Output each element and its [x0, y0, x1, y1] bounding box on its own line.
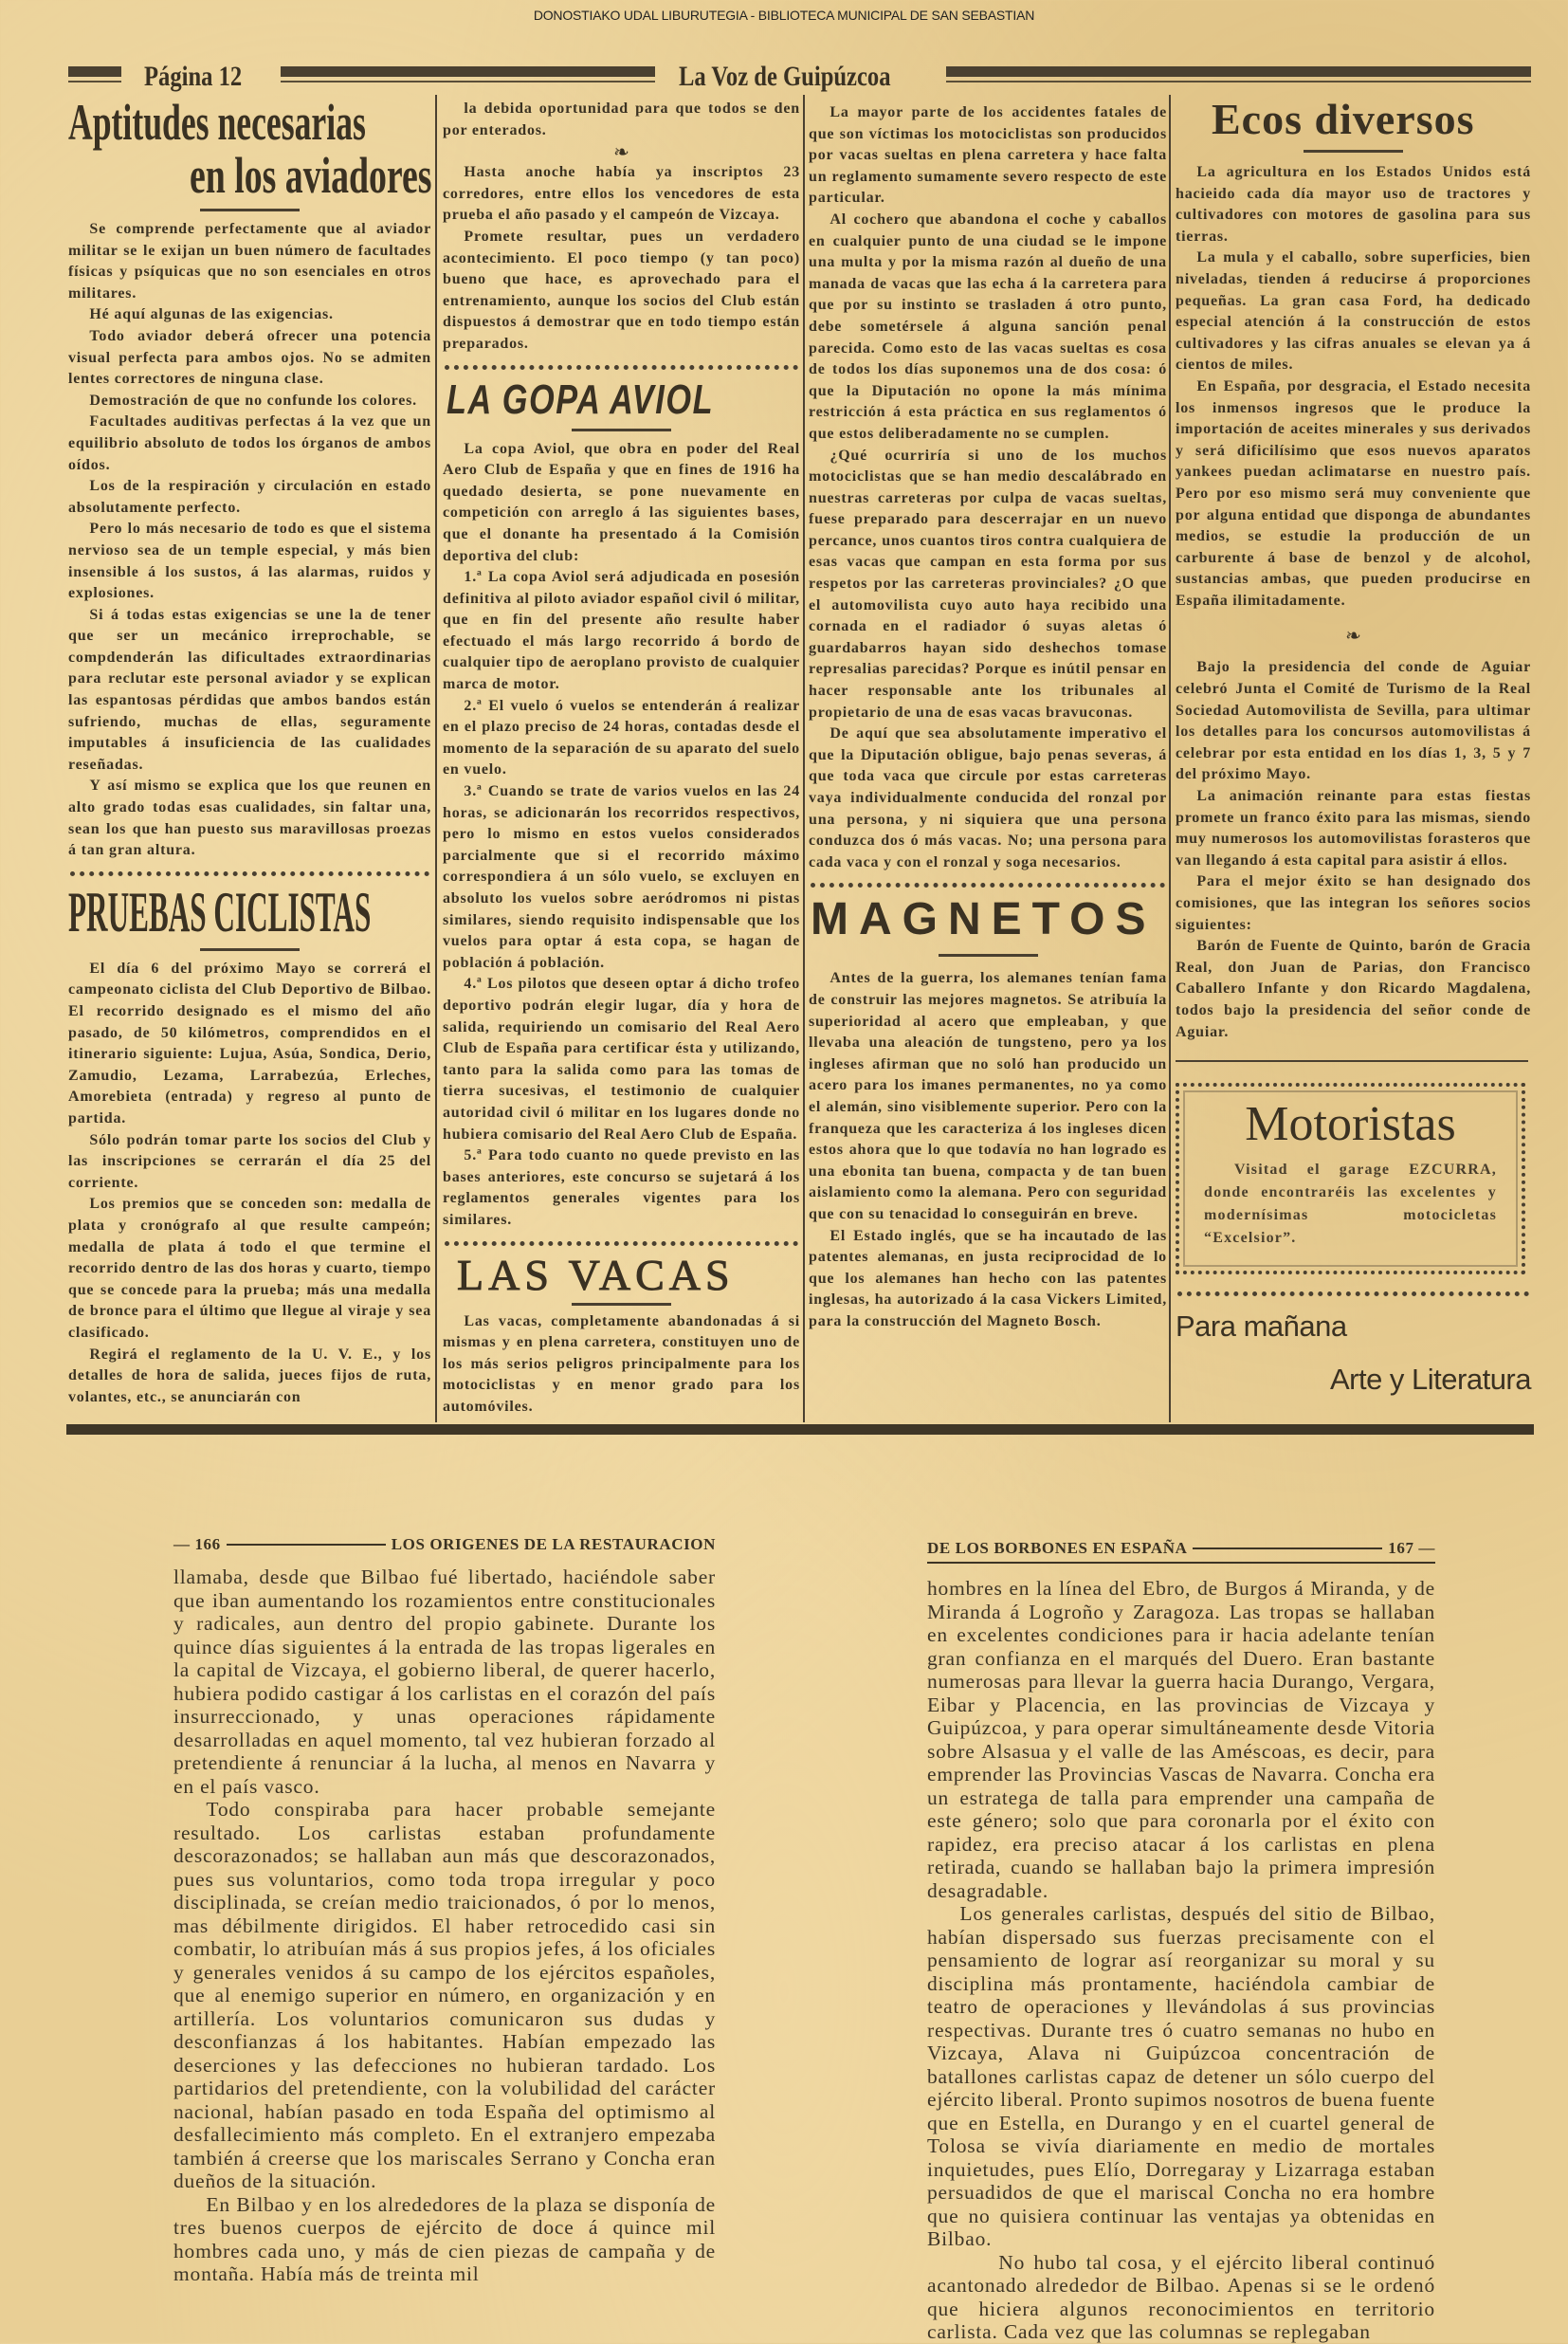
paragraph: De aquí que sea absolutamente imperativo el que la Diputación obligue, bajo penas severas, á que toda vaca que circule por estas carreteras vaya individualmente conducida del ronzal por una persona, y ni siquiera que una persona conduzca dos ó más vacas. No; una persona para cada vaca y con el ronzal y soga necesarios. [809, 725, 1167, 870]
paragraph: La mayor parte de los accidentes fatales de que son víctimas los motociclistas son producidos por vacas sueltas en plena carretera y hace falta un reglamento sumamente severo respecto de este particular. [809, 104, 1167, 207]
paragraph: Pero lo más necesario de todo es que el sistema nervioso sea de un temple especial, y más bien insensible á los sustos, á las alarmas, ruidos y explosiones. [68, 521, 431, 602]
paragraph: 1.ª La copa Aviol será adjudicada en posesión definitiva al piloto aviador español civil ó militar, que en fin del presente año resulte haber efectuado el más largo recorrido á bordo de cualquier tipo de aeroplano provisto de cualquier marca de motor. [443, 569, 800, 693]
book-header [927, 1537, 1435, 1564]
paragraph: llamaba, desde que Bilbao fué libertado, haciéndole saber que iban aumentando los rozamientos entre constitucionales y radicales, aun dentro del propio gabinete. Durante los quince días siguientes á la entrada de las tropas ligerales en la capital de Vizcaya, el gobierno liberal, de querer hacerlo, hubiera podido castigar á los carlistas en el corazón del país insurreccionado, y unas operaciones rápidamente desarrolladas en aquel momento, tal vez hubieran forzado al pretendiente á renunciar á la lucha, al menos en Navarra y en el país vasco. [173, 1566, 716, 1798]
column-1 [68, 95, 437, 1422]
book-text [927, 1577, 1435, 2344]
column-3 [809, 95, 1171, 1422]
paragraph: Hé aquí algunas de las exigencias. [89, 306, 334, 323]
wavy-divider [445, 1241, 798, 1252]
paragraph: 4.ª Los pilotos que deseen optar á dicho trofeo deportivo podrán elegir lugar, día y hora de salida, requiriendo un comisario del Real Aero Club de España para certificar ésta y utilizando, tanto para la salida como para las tomas de tierra sucesivas, el testimonio de cualquier autoridad civil ó militar en los lugares donde no hubiera comisario del Real Aero Club de España. [443, 976, 800, 1143]
article-continuation [443, 95, 800, 356]
ad-text: Visitad el garage EZCURRA, donde encontraréis las excelentes y modernísimas motocicletas “Excelsior”. [1204, 1162, 1497, 1247]
title-rule [939, 954, 1038, 957]
paragraph: La agricultura en los Estados Unidos está hacieido cada día mayor uso de tractores y cultivadores con motores de gasolina para sus tierras. [1176, 164, 1531, 245]
masthead-bar [281, 66, 655, 77]
book-pages [0, 1533, 1568, 2344]
paragraph: Todo conspiraba para hacer probable semejante resultado. Los carlistas estaban profundamente descorazonados; se hallaban aun más que descorazonados, pues sus voluntarios, como toda tropa irregular y poco disciplinada, se creían medio traicionados, ó por lo menos, mas débilmente dirigidos. El haber retrocedido casi sin combatir, lo atribuían más á sus propios jefes, á los oficiales y generales venidos á su campo de los ejércitos españoles, que al enemigo superior en número, en organización y en artillería. Los voluntarios comunicaron sus dudas y desconfianzas á los habitantes. Habían empezado las deserciones y las defecciones no hubieran tardado. Los partidarios del pretendiente, con la volubilidad del carácter nacional, habían pasado en toda España del optimismo al desfallecimiento más completo. En el extranjero empezaba también á creerse que los mariscales Serrano y Concha eran dueños de la situación. [173, 1798, 716, 2192]
book-page-left [173, 1533, 716, 2286]
header-line [227, 1544, 386, 1546]
paragraph: En España, por desgracia, el Estado necesita los inmensos ingresos que le produce la importación de aceites minerales y sus derivados y será dificilísimo que esos nuevos aparatos yankees puedan aclimatarse en nuestro país. Pero por eso mismo será muy conveniente que por alguna entidad que disponga de abundantes medios, se estudie la producción de un carburente á base de benzol y de alcohol, sustancias ambas, que pueden producirse en España ilimitadamente. [1176, 377, 1531, 609]
book-header [173, 1533, 716, 1556]
paragraph: Los de la respiración y circulación en estado absolutamente perfecto. [68, 478, 431, 516]
advertisement-motoristas [1176, 1083, 1525, 1274]
article-title-line [443, 375, 800, 425]
article-body [1176, 162, 1531, 1043]
article-pruebas-ciclistas [68, 882, 431, 1408]
article-ecos-diversos [1176, 95, 1531, 1043]
paragraph: Todo aviador deberá ofrecer una potencia visual perfecta para ambos ojos. No se admiten lentes correctores de ninguna clase. [68, 327, 431, 388]
column-2 [443, 95, 805, 1422]
title-rule [572, 1303, 671, 1306]
paragraph: la debida oportunidad para que todos se den por enterados. [443, 101, 800, 138]
article-title-line [68, 148, 431, 203]
article-title: Ecos diversos [1212, 95, 1475, 143]
book-page-number: — 166 [173, 1535, 221, 1553]
article-title-line [809, 893, 1167, 946]
title-rule [1304, 150, 1403, 153]
paragraph: Los premios que se conceden son: medalla de plata y cronógrafo al que resulte campeón; medalla de plata á todo el que termine el recorrido dentro de las dos horas y cuarto, tiempo que se concede para la prueba; más una medalla de bronce para el último que llegue al viraje y sea clasificado. [68, 1196, 431, 1341]
article-title-line [68, 882, 431, 943]
article-title: LAS VACAS [457, 1250, 735, 1299]
paragraph: En Bilbao y en los alrededores de la plaza se disponía de tres buenos cuerpos de ejército de doce á quince mil hombres cada uno, y más de cien piezas de campaña y de montaña. Había más de treinta mil [173, 2192, 716, 2285]
wavy-divider [1177, 1291, 1529, 1302]
paragraph: Demostración de que no confunde los colores. [89, 392, 417, 409]
page-content [0, 95, 1568, 2344]
newspaper-name: La Voz de Guipúzcoa [679, 61, 891, 92]
title-rule [200, 209, 300, 211]
article-aptitudes [68, 95, 431, 862]
paragraph: ¿Qué ocurriría si uno de los muchos motociclistas que se han medio descalábrado en nuestras carreteras por culpa de vacas sueltas, fuese preparado para descerrajar en un nuevo percance, unos cuantos tiros contra cualquiera de esas vacas que campan en esta forma por sus respetos por las carreteras provinciales? ¿O que el automovilista cuyo auto haya recibido una cornada en el radiador ó suyas aletas ó guardabarros hayan sido deshechos tomase represalias parecidas? Porque es inútil pensar en hacer responsable ante los tribunales al propietario de una de esas vacas bravuconas. [809, 447, 1167, 721]
header-line [1193, 1547, 1382, 1549]
paragraph: Hasta anoche había ya inscriptos 23 corredores, entre ellos los vencedores de esta prueba el año pasado y el campeón de Vizcaya. [443, 164, 800, 224]
article-title: LA GOPA AVIOL [447, 375, 715, 423]
paragraph: Facultades auditivas perfectas á la vez que un equilibrio absoluto de todos los órganos de ambos oídos. [68, 413, 431, 473]
book-page-number: 167 — [1388, 1539, 1435, 1557]
column-4 [1176, 95, 1531, 1422]
paragraph: La copa Aviol, que obra en poder del Real Aero Club de España y que en fines de 1916 ha quedado desierta, se pone nuevamente en competición con arreglo á las siguientes bases, que el donante ha presentado á la Comisión deportiva del club: [443, 440, 800, 564]
book-page-right [927, 1533, 1435, 2344]
wavy-divider [811, 883, 1165, 893]
paragraph: El Estado inglés, que se ha incautado de las patentes alemanas, en justa reciprocidad de lo que los alemanes han hecho con las patentes inglesas, ha autorizado á la casa Vickers Limited, para la construcción del Magneto Bosch. [809, 1227, 1167, 1329]
paragraph: La mula y el caballo, sobre superficies, bien niveladas, tienden á reducirse á proporciones pequeñas. La gran casa Ford, ha dedicado especial atención á la construcción de estos cultivadores y las cifras anuales se elevan ya á cientos de miles. [1176, 249, 1531, 374]
masthead-bar [946, 66, 1531, 77]
paragraph: 3.ª Cuando se trate de varios vuelos en las 24 horas, se adicionarán los recorridos respectivos, pero lo mismo en estos vuelos considerados parcialmente que si el recorrido máximo correspondiera á un sólo vuelo, se excluyen en absoluto los vuelos sobre aeródromos ni pistas similares, siendo requisito indispensable que los vuelos para optar á esta copa, se hagan de población á población. [443, 783, 800, 971]
paragraph: Antes de la guerra, los alemanes tenían fama de construir las mejores magnetos. Se atribuía la superioridad al acero que empleaban, y que llevaba una aleación de tungsteno, pero ya los ingleses afirman que no soló han producido un acero para los imanes permanentes, no ya como el alemán, sino visiblemente superior. Pero con la franqueza que les caracteriza á los ingleses dicen estos ahora que lo que todavía no han logrado es una ebonita tan buena, compacta y de tan buen aislamiento como la alemana. Pero con seguridad que con su tenacidad lo conseguirán en breve. [809, 970, 1167, 1222]
paragraph: Y así mismo se explica que los que reunen en alto grado todas esas cualidades, sin faltar una, sean los que han puesto sus maravillosas proezas á tan gran altura. [68, 778, 431, 859]
ornament-icon: ❧ [613, 140, 629, 164]
wavy-divider [445, 365, 798, 375]
title-rule [572, 429, 671, 431]
paragraph: Las vacas, completamente abandonadas á si mismas y en plena carretera, constituyen uno de los más serios peligros principalmente para los motociclistas y en menor grado para los automóviles. [443, 1312, 800, 1415]
article-body [809, 968, 1167, 1332]
title-rule [200, 948, 300, 951]
article-las-vacas-continued [809, 95, 1167, 873]
page-number: Página 12 [144, 61, 243, 92]
article-body [68, 219, 431, 862]
book-running-head: LOS ORIGENES DE LA RESTAURACION [391, 1535, 716, 1553]
paragraph: No hubo tal cosa, y el ejército liberal continuó acantonado alrededor de Bilbao. Apenas si se le ordenó que hiciera algunos reconocimientos en territorio carlista. Cada vez que las columnas se replegaban [927, 2250, 1435, 2343]
article-title-line [443, 1252, 800, 1299]
article-title: PRUEBAS CICLISTAS [68, 880, 372, 943]
page-bottom-bar [66, 1424, 1534, 1435]
article-title: Aptitudes necesarias [68, 94, 366, 151]
article-copa-aviol [443, 375, 800, 1232]
newspaper-columns [0, 95, 1568, 1422]
paragraph: Los generales carlistas, después del sitio de Bilbao, habían dispersado sus fuerzas precisamente con el pensamiento de lograr así reorganizar su moral y su disciplina más prontamente, haciéndola cambiar de teatro de operaciones y llevándolas á sus provincias respectivas. Durante tres ó cuatro semanas no hubo en Vizcaya, Alava ni Guipúzcoa concentración de batallones carlistas capaz de detener un sólo cuerpo del ejército liberal. Pronto supimos nosotros de buena fuente que en Estella, en Durango y en el cuartel general de Tolosa se vivía diariamente en medio de mortales inquietudes, pues Elío, Dorregaray y Lizarraga estaban persuadidos de que el mariscal Concha no era hombre que no quisiera continuar las ventajas ya obtenidas en Bilbao. [927, 1902, 1435, 2250]
ornament-icon: ❧ [1345, 624, 1361, 648]
article-magnetos [809, 893, 1167, 1332]
paragraph: hombres en la línea del Ebro, de Burgos á Miranda, y de Miranda á Logroño y Zaragoza. Las tropas se hallaban en excelentes condiciones para ir hacia adelante tenían gran confianza en el marqués del Duero. Eran bastante numerosas para llevar la guerra hacia Durango, Vergara, Eibar y Placencia, en las provincias de Vizcaya y Guipúzcoa, y para operar simultáneamente desde Vitoria sobre Alsasua y el valle de las Améscoas, es decir, para emprender las Provincias Vascas de Navarra. Concha era un estratega de talla para emprender una campaña de este género; solo que para coronarla por el éxito con rapidez, era preciso atacar á los carlistas en plena retirada, cuando se hallaban bajo la primera impresión desagradable. [927, 1577, 1435, 1902]
paragraph: Bajo la presidencia del conde de Aguiar celebró Junta el Comité de Turismo de la Real Sociedad Automovilista de Sevilla, para ultimar los detalles para los concursos automovilistas á celebrar por esta entidad en los días 1, 3, 5 y 7 del próximo Mayo. [1176, 659, 1531, 783]
paragraph: 2.ª El vuelo ó vuelos se entenderán á realizar en el plazo preciso de 24 horas, contadas desde el momento de la separación de su aparato del suelo en vuelo. [443, 697, 800, 778]
article-title: MAGNETOS [811, 894, 1157, 945]
ad-title: Motoristas [1245, 1097, 1456, 1152]
paragraph: Barón de Fuente de Quinto, barón de Gracia Real, don Juan de Parias, don Francisco Caballero Infante y don Ricardo Magdalena, todos bajo la presidencia del señor conde de Aguiar. [1176, 938, 1531, 1040]
tomorrow-section: Arte y Literatura [1329, 1363, 1531, 1397]
article-body [68, 959, 431, 1408]
paragraph: La animación reinante para estas fiestas promete un franco éxito para las mismas, siendo muy numerosos los automovilistas forasteros que van llegando á esta capital para asistir á ellos. [1176, 788, 1531, 869]
section-rule [1176, 1060, 1528, 1062]
paragraph: Sólo podrán tomar parte los socios del Club y las inscripciones se cerrarán el día 25 del corriente. [68, 1131, 431, 1191]
article-las-vacas [443, 1252, 800, 1419]
paragraph: El día 6 del próximo Mayo se correrá el campeonato ciclista del Club Deportivo de Bilbao. El recorrido designado es el mismo del año pasado, de 50 kilómetros, comprendidos en el itinerario siguiente: Lujua, Asúa, Sondica, Derio, Zamudio, Lezama, Larrabezúa, Erleches, Amorebieta (entrada) y regreso al punto de partida. [68, 960, 431, 1126]
library-watermark: DONOSTIAKO UDAL LIBURUTEGIA - BIBLIOTECA MUNICIPAL DE SAN SEBASTIAN [533, 8, 1035, 23]
book-running-head: DE LOS BORBONES EN ESPAÑA [927, 1539, 1188, 1557]
article-title-line [1176, 95, 1531, 144]
paragraph: Se comprende perfectamente que al aviador militar se le exijan un buen número de facultades físicas y psíquicas que no son esenciales en otros militares. [68, 221, 431, 302]
paragraph: Para el mejor éxito se han designado dos comisiones, que las integran los señores socios siguientes: [1176, 873, 1531, 933]
article-title: en los aviadores [190, 147, 432, 204]
paragraph: Regirá el reglamento de la U. V. E., y los detalles de hora de salida, jueces fijos de ruta, volantes, etc., se anunciarán con [68, 1346, 431, 1405]
paragraph: Promete resultar, pues un verdadero acontecimiento. El poco tiempo (y tan poco) bueno que hace, es aprovechado para el entrenamiento, aunque los socios del Club están dispuestos á demostrar que en todo tiempo están preparados. [443, 228, 800, 352]
article-title-line [68, 94, 431, 151]
paragraph: 5.ª Para todo cuanto no quede previsto en las bases anteriores, este concurso se sujetará á los reglamentos generales vigentes para los similares. [443, 1147, 800, 1228]
masthead-bar [68, 66, 121, 77]
tomorrow-label: Para mañana [1176, 1309, 1347, 1344]
book-text [173, 1566, 716, 2286]
article-body [443, 439, 800, 1232]
article-body [443, 1311, 800, 1419]
paragraph: Si á todas estas exigencias se une la de tener que ser un mecánico irreprochable, se compdenderán las dificultades extraordinarias para reclutar este personal aviador y se explican las espantosas pérdidas que ambos bandos están sufriendo, muchas de ellas, seguramente imputables á insuficiencia de las cualidades reseñadas. [68, 606, 431, 773]
paragraph: Al cochero que abandona el coche y caballos en cualquier punto de una ciudad se le impone una multa y por la misma razón al dueño de una manada de vacas que las echa á la carretera para que por su instinto se trasladen á otro punto, debe sometérsele á alguna sanción penal parecida. Como esto de las vacas sueltas es cosa de todos los días suponemos una de dos cosa: ó que la Diputación no opone la más mínima restricción á esta práctica en sus reglamentos ó que estos deliberadamente no se cumplen. [809, 211, 1167, 442]
